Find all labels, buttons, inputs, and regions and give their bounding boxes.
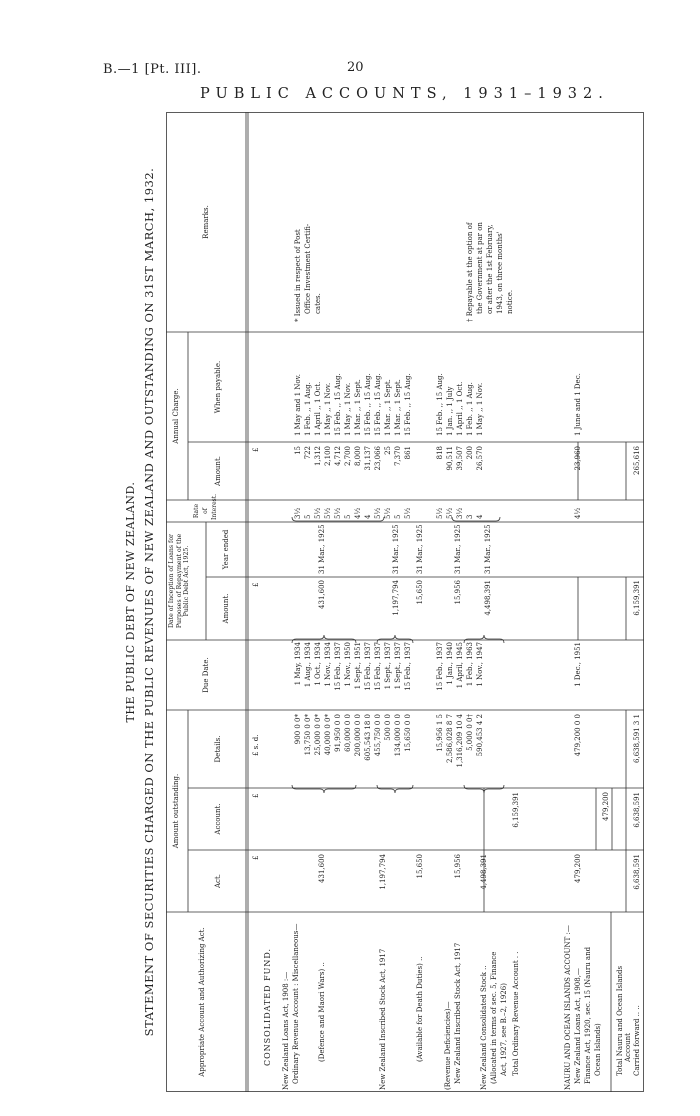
account-line: New Zealand Loans Act, 1908 :— (282, 971, 290, 1090)
account-amount: 6,159,391 (512, 792, 520, 828)
due-date: 15 Feb., 1937 (364, 642, 372, 691)
inception-total: 6,159,391 (633, 580, 641, 616)
col-header-inception: Date of Inception of Loans for Purposes of Repayment of the Public Debt Act, 1925. (168, 533, 190, 629)
remark-line: † Repayable at the option of (466, 222, 474, 322)
annual-amount: 4,712 (334, 446, 342, 467)
annual-amount: 39,507 (456, 446, 464, 471)
interest-rate: 5 (304, 514, 312, 519)
due-date: 1 Aug., 1934 (304, 642, 312, 688)
col-header-remarks: Remarks. (202, 205, 210, 239)
due-date: 1 Feb., 1963 (466, 642, 474, 687)
public-debt-table (166, 112, 644, 1092)
detail-amount: 479,200 0 0 (574, 714, 582, 757)
detail-amount: 40,000 0 0* (324, 714, 332, 756)
detail-amount: 900 0 0* (294, 714, 302, 745)
annual-amount: 200 (466, 446, 474, 460)
account-line: Total Nauru and Ocean Islands (616, 965, 624, 1076)
account-line: (Defence and Maori Wars) .. (318, 962, 326, 1062)
col-header-account: Appropriate Account and Authorizing Act. (198, 927, 206, 1077)
col-header-account-amount: Account. (214, 803, 222, 835)
annual-amount: 722 (304, 446, 312, 460)
annual-amount: 26,570 (476, 446, 484, 471)
annual-amount: 31,137 (364, 446, 372, 471)
section-nauru-account: NAURU AND OCEAN ISLANDS ACCOUNT :— (564, 925, 572, 1090)
interest-rate: 3 (466, 514, 474, 519)
act-amount: 6,638,591 (633, 854, 641, 890)
act-amount: 479,200 (574, 854, 582, 883)
when-payable: 1 Jan. ,, 1 July (446, 386, 454, 436)
col-header-annual-charge: Annual Charge. (172, 388, 180, 444)
col-header-annual-amount: Amount. (214, 456, 222, 486)
inception-amount: 431,600 (318, 580, 326, 609)
act-amount: 4,498,391 (480, 854, 488, 890)
col-header-act: Act. (214, 874, 222, 889)
annual-amount: 23,066 (374, 446, 382, 471)
inception-amount: 15,956 (454, 580, 462, 605)
inception-amount: 15,650 (416, 580, 424, 605)
due-date: 15 Feb., 1937 (404, 642, 412, 691)
detail-amount: 25,000 0 0* (314, 714, 322, 756)
col-header-year-ended: Year ended (222, 529, 230, 570)
account-line: New Zealand Inscribed Stock Act, 1917 (454, 942, 462, 1084)
interest-rate: 4 (476, 514, 484, 519)
interest-rate: 5 (344, 514, 352, 519)
annual-amount: 1,312 (314, 446, 322, 467)
inception-year: 31 Mar., 1925 (416, 524, 424, 574)
detail-amount: 60,000 0 0 (344, 714, 352, 752)
inception-amount: 1,197,794 (392, 580, 400, 616)
due-date: 15 Feb., 1937 (374, 642, 382, 691)
interest-rate: 3½ (456, 507, 464, 519)
annual-amount: 818 (436, 446, 444, 460)
account-line: New Zealand Inscribed Stock Act, 1917 (379, 948, 387, 1090)
annual-amount: 15 (294, 446, 302, 455)
act-amount: 15,956 (454, 854, 462, 879)
detail-amount: 1,316,209 10 4 (456, 714, 464, 768)
when-payable: 1 May and 1 Nov. (294, 374, 302, 436)
annual-amount: 90,511 (446, 446, 454, 471)
annual-amount: 8,000 (354, 446, 362, 467)
due-date: 1 Nov., 1950 (344, 642, 352, 687)
interest-rate: 5½ (384, 507, 392, 519)
detail-amount: 15,956 1 5 (436, 714, 444, 752)
pound-sign: £ (252, 855, 260, 860)
remark-line: the Government at par on (476, 222, 484, 314)
due-date: 1 Sept., 1937 (384, 642, 392, 690)
rotated-table-page (118, 112, 648, 1092)
act-amount: 1,197,794 (379, 854, 387, 890)
col-header-when-payable: When payable. (214, 360, 222, 414)
when-payable: 15 Feb. ,, 15 Aug. (436, 373, 444, 436)
interest-rate: 5½ (374, 507, 382, 519)
interest-rate: 5½ (404, 507, 412, 519)
when-payable: 1 April ,, 1 Oct. (314, 381, 322, 436)
when-payable: 1 May ,, 1 Nov. (324, 382, 332, 436)
account-line: Carried forward .. .. (633, 1005, 641, 1076)
due-date: 15 Feb., 1937 (436, 642, 444, 691)
due-date: 15 Feb., 1937 (334, 642, 342, 691)
due-date: 1 Nov., 1934 (324, 642, 332, 687)
account-line: (Allocated in terms of sec. 5, Finance (490, 951, 498, 1084)
when-payable: 1 May ,, 1 Nov. (476, 382, 484, 436)
detail-amount: 455,750 0 0 (374, 714, 382, 757)
when-payable: 15 Feb. ,, 15 Aug. (364, 373, 372, 436)
account-line: Act, 1927, see B.–2, 1926) (500, 983, 508, 1076)
account-amount: 6,638,591 (633, 792, 641, 828)
interest-rate: 3½ (294, 507, 302, 519)
remark-line: cates. (314, 293, 322, 314)
detail-amount: 590,453 4 2 (476, 714, 484, 757)
when-payable: 15 Feb. ,, 15 Aug. (334, 373, 342, 436)
remark-line: 1943, on three months' (496, 231, 504, 314)
detail-amount: 500 0 0 (384, 714, 392, 741)
act-amount: 15,650 (416, 854, 424, 879)
detail-amount: 13,750 0 0* (304, 714, 312, 756)
due-date: 1 Jan., 1940 (446, 642, 454, 685)
annual-amount: 2,100 (324, 446, 332, 467)
page-title: PUBLIC ACCOUNTS, 1931–1932. (200, 86, 609, 102)
detail-amount: 6,638,591 3 1 (633, 714, 641, 763)
lsd-sign: £ s. d. (252, 734, 260, 756)
when-payable: 1 May ,, 1 Nov. (344, 382, 352, 436)
interest-rate: 4 (364, 514, 372, 519)
col-header-amount-outstanding: Amount outstanding. (172, 773, 180, 849)
page-number: 20 (347, 60, 364, 75)
inception-year: 31 Mar., 1925 (318, 524, 326, 574)
interest-rate: 4½ (354, 507, 362, 519)
detail-amount: 605,543 18 0 (364, 714, 372, 761)
inception-amount: 4,498,391 (484, 580, 492, 616)
when-payable: 1 Feb. ,, 1 Aug. (466, 382, 474, 436)
remark-line: Office Investment Certifi- (304, 223, 312, 314)
pound-sign: £ (252, 582, 260, 587)
account-line: (Revenue Deficiencies)— (444, 1001, 452, 1090)
annual-amount: 23,960 (574, 446, 582, 471)
when-payable: 1 April ,, 1 Oct. (456, 381, 464, 436)
report-code: B.—1 [Pt. III]. (103, 62, 202, 77)
col-header-rate: Rate of Interest. (193, 493, 218, 520)
account-amount: 479,200 (602, 792, 610, 821)
due-date: 1 Dec., 1951 (574, 642, 582, 687)
account-line: Total Ordinary Revenue Account . . (512, 951, 520, 1076)
interest-rate: 5½ (324, 507, 332, 519)
section-consolidated-fund: CONSOLIDATED FUND. (263, 947, 272, 1066)
account-line: Finance Act, 1920, sec. 15 (Nauru and (584, 946, 592, 1084)
interest-rate: 5½ (446, 507, 454, 519)
when-payable: 1 Feb. ,, 1 Aug. (304, 382, 312, 436)
inception-year: 31 Mar., 1925 (392, 524, 400, 574)
when-payable: 15 Feb. ,, 15 Aug. (374, 373, 382, 436)
annual-amount: 2,700 (344, 446, 352, 467)
annual-amount: 861 (404, 446, 412, 460)
remark-line: * Issued in respect of Post (294, 229, 302, 322)
inception-year: 31 Mar., 1925 (484, 524, 492, 574)
when-payable: 15 Feb. ,, 15 Aug. (404, 373, 412, 436)
due-date: 1 Sept., 1937 (394, 642, 402, 690)
when-payable: 1 Mar. ,, 1 Sept. (354, 379, 362, 436)
detail-amount: 91,950 0 0 (334, 714, 342, 752)
account-line: New Zealand Loans Act, 1908,— (574, 968, 582, 1084)
interest-rate: 4½ (574, 507, 582, 519)
detail-amount: 15,650 0 0 (404, 714, 412, 752)
col-header-due-date: Due Date. (202, 657, 210, 693)
table-subtitle: STATEMENT OF SECURITIES CHARGED ON THE PUBLIC REVENUES OF NEW ZEALAND AND OUTSTANDING ON 31ST MARCH, 1932. (142, 167, 156, 1037)
interest-rate: 5 (394, 514, 402, 519)
act-amount: 431,600 (318, 854, 326, 883)
due-date: 1 Nov., 1947 (476, 642, 484, 687)
account-line: New Zealand Consolidated Stock .. (480, 965, 488, 1090)
pound-sign: £ (252, 793, 260, 798)
col-header-inception-amount: Amount. (222, 593, 230, 624)
inception-year: 31 Mar., 1925 (454, 524, 462, 574)
detail-amount: 134,000 0 0 (394, 714, 402, 757)
remark-line: or after the 1st February, (486, 224, 494, 314)
when-payable: 1 Mar. ,, 1 Sept. (384, 379, 392, 436)
when-payable: 1 June and 1 Dec. (574, 373, 582, 436)
col-header-details: Details. (214, 735, 222, 763)
account-line: (Available for Death Duties) .. (416, 956, 424, 1062)
detail-amount: 5,000 0 0† (466, 714, 474, 751)
table-title: THE PUBLIC DEBT OF NEW ZEALAND. (124, 481, 137, 723)
account-line: Account (624, 1033, 632, 1062)
annual-amount: 265,616 (633, 446, 641, 475)
account-line: Ordinary Revenue Account : Miscellaneous— (292, 923, 300, 1084)
annual-amount: 7,370 (394, 446, 402, 467)
account-line: Ocean Islands) (594, 1023, 602, 1076)
due-date: 1 Oct., 1934 (314, 642, 322, 686)
interest-rate: 5½ (436, 507, 444, 519)
detail-amount: 200,000 0 0 (354, 714, 362, 757)
due-date: 1 Sept., 1951 (354, 642, 362, 690)
pound-sign: £ (252, 447, 260, 452)
annual-amount: 25 (384, 446, 392, 455)
detail-amount: 2,586,028 8 7 (446, 714, 454, 763)
due-date: 1 April, 1945 (456, 642, 464, 689)
interest-rate: 5½ (314, 507, 322, 519)
when-payable: 1 Mar. ,, 1 Sept. (394, 379, 402, 436)
interest-rate: 5½ (334, 507, 342, 519)
remark-line: notice. (506, 289, 514, 314)
due-date: 1 May, 1934 (294, 642, 302, 686)
